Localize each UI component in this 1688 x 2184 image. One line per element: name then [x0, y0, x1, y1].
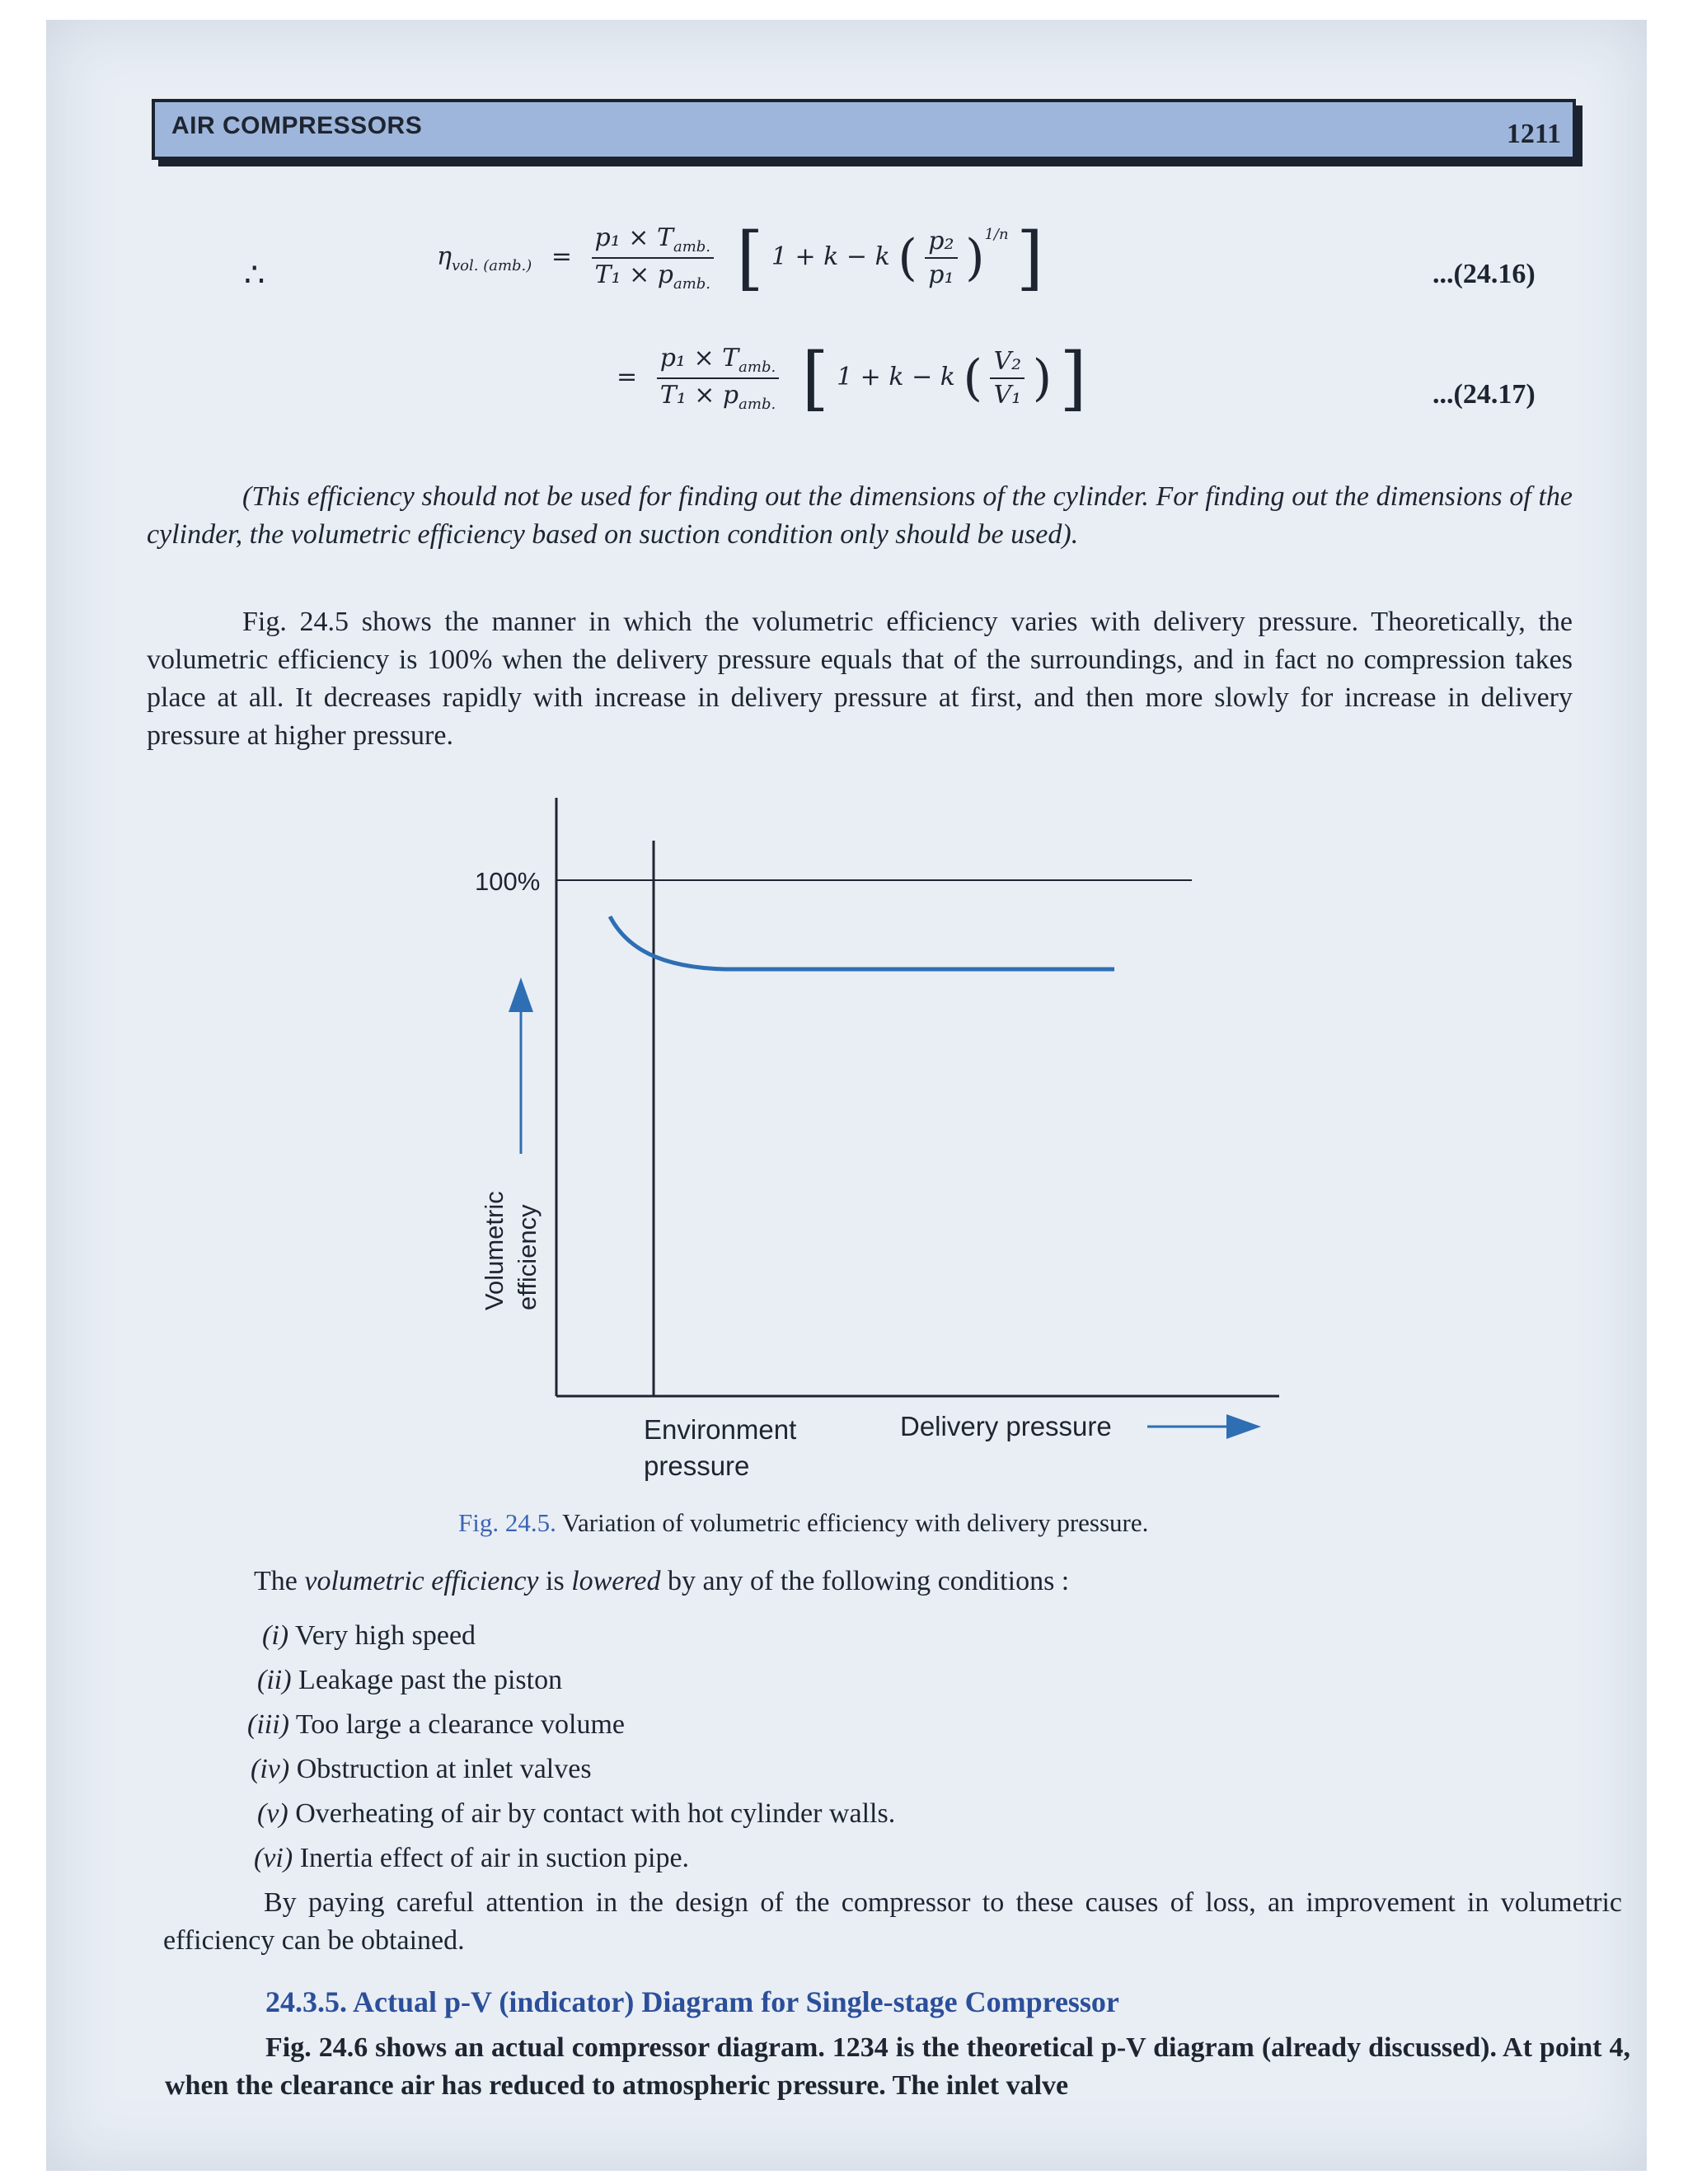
list-item-text: Very high speed: [288, 1620, 476, 1651]
fraction-1: [592, 223, 715, 293]
frac2-num-sub: amb.: [738, 359, 776, 376]
equation-24-16: $\eta_{vol. (amb.)}$ = $\frac{p_1 \times T_{amb.}}{T_1 \times p_{amb.}}$ [ 1 + k − k ( $\frac{\text{p₂}}{\text{p₁}}$ )$^{1/n}$ ]: [437, 218, 1043, 298]
frac2-numerator: p₁ × T: [659, 344, 739, 373]
list-item-number: (iii): [247, 1709, 289, 1740]
equals-sign: =: [551, 242, 572, 271]
frac-den-sub: amb.: [673, 275, 711, 293]
conditions-intro-mid: is: [538, 1566, 572, 1596]
volume-ratio-num: V₂: [990, 347, 1025, 379]
frac-num-sub: amb.: [673, 238, 711, 255]
list-item: [247, 1709, 625, 1741]
conditions-intro-pre: The: [254, 1566, 305, 1596]
list-item-text: Leakage past the piston: [291, 1665, 563, 1695]
volume-ratio: [990, 347, 1025, 410]
list-item-number: (v): [257, 1798, 288, 1829]
list-item: [251, 1754, 592, 1785]
list-item-number: (vi): [254, 1843, 293, 1873]
figure-caption-text: Variation of volumetric efficiency with delivery pressure.: [556, 1508, 1149, 1537]
x-label-pressure: pressure: [644, 1451, 750, 1481]
list-item-number: (iv): [251, 1754, 290, 1784]
bracket-expression-2: 1 + k − k: [837, 363, 955, 391]
list-item-text: Overheating of air by contact with hot cylinder walls.: [288, 1798, 896, 1829]
eta-subscript: vol. (amb.): [451, 257, 532, 274]
eta-symbol: η: [437, 242, 452, 271]
frac2-denominator: T₁ × p: [659, 381, 739, 410]
equation-24-17: = $\frac{p_1 \times T_{amb.}}{T_1 \times p_{amb.}}$ [ 1 + k − k ( $\frac{\text{V₂}}{\text{V₁}}$ ) ]: [617, 338, 1087, 419]
list-item-number: (ii): [257, 1665, 292, 1695]
y-tick-100: 100%: [475, 867, 541, 896]
conditions-intro: [254, 1563, 1490, 1601]
x-axis-label: Delivery pressure: [900, 1411, 1112, 1441]
actual-diagram-paragraph: Fig. 24.6 shows an actual compressor diagram. 1234 is the theoretical p-V diagram (already discussed). At point 4, when the clearance air has reduced to atmospheric pressure. The inlet valve: [165, 2032, 1630, 2101]
pressure-ratio: [925, 227, 957, 289]
list-item-number: (i): [262, 1620, 289, 1651]
figure-label: Fig. 24.5.: [458, 1508, 556, 1537]
list-item-text: Obstruction at inlet valves: [289, 1754, 592, 1784]
fraction-2: [657, 344, 780, 413]
note-paragraph: (This efficiency should not be used for finding out the dimensions of the cylinder. For finding out the dimensions of the cylinder, the volumetric efficiency based on suction condition only should be used).: [147, 481, 1573, 550]
equation-number-24-17: ...(24.17): [1432, 379, 1536, 410]
list-item: [257, 1665, 562, 1696]
equals-sign-2: =: [617, 363, 638, 391]
conditions-intro-em2: lowered: [571, 1566, 661, 1596]
figure-caption: [458, 1508, 1148, 1538]
running-header: [152, 99, 1576, 160]
pressure-ratio-den: p₁: [928, 260, 954, 289]
exponent: 1/n: [984, 226, 1009, 243]
frac2-den-sub: amb.: [738, 396, 776, 413]
y-axis-label-line1: Volumetric: [480, 1191, 509, 1310]
frac-numerator: p₁ × T: [594, 223, 673, 252]
volume-ratio-den: V₁: [993, 381, 1022, 410]
conditions-intro-em1: volumetric efficiency: [304, 1566, 539, 1596]
y-axis-label-line2: efficiency: [513, 1204, 542, 1310]
page-number: 1211: [1506, 119, 1561, 149]
figure-intro-paragraph: Fig. 24.5 shows the manner in which the volumetric efficiency varies with delivery pressure. Theoretically, the volumetric efficiency is 100% when the delivery pressure equals that of the surroundings, and in fact no compression takes place at all. It decreases rapidly with increase in delivery pressure at first, and then more slowly for increase in delivery pressure at higher pressure.: [147, 607, 1573, 751]
list-item: [257, 1798, 895, 1830]
chapter-title: AIR COMPRESSORS: [171, 112, 423, 139]
improvement-paragraph: By paying careful attention in the design of the compressor to these causes of loss, an improvement in volumetric efficiency can be obtained.: [163, 1887, 1622, 1956]
pressure-ratio-num: p₂: [925, 227, 957, 259]
x-label-environment: Environment: [644, 1414, 797, 1445]
list-item-text: Too large a clearance volume: [288, 1709, 625, 1740]
equation-number-24-16: ...(24.16): [1432, 259, 1536, 289]
list-item: [262, 1620, 476, 1652]
bracket-expression-1: 1 + k − k: [771, 242, 890, 271]
conditions-intro-post: by any of the following conditions :: [660, 1566, 1070, 1596]
list-item: [254, 1843, 689, 1874]
frac-denominator: T₁ × p: [594, 260, 673, 289]
section-heading: 24.3.5. Actual p-V (indicator) Diagram for Single-stage Compressor: [265, 1985, 1119, 2018]
list-item-text: Inertia effect of air in suction pipe.: [293, 1843, 690, 1873]
therefore-symbol: ∴: [244, 256, 265, 293]
